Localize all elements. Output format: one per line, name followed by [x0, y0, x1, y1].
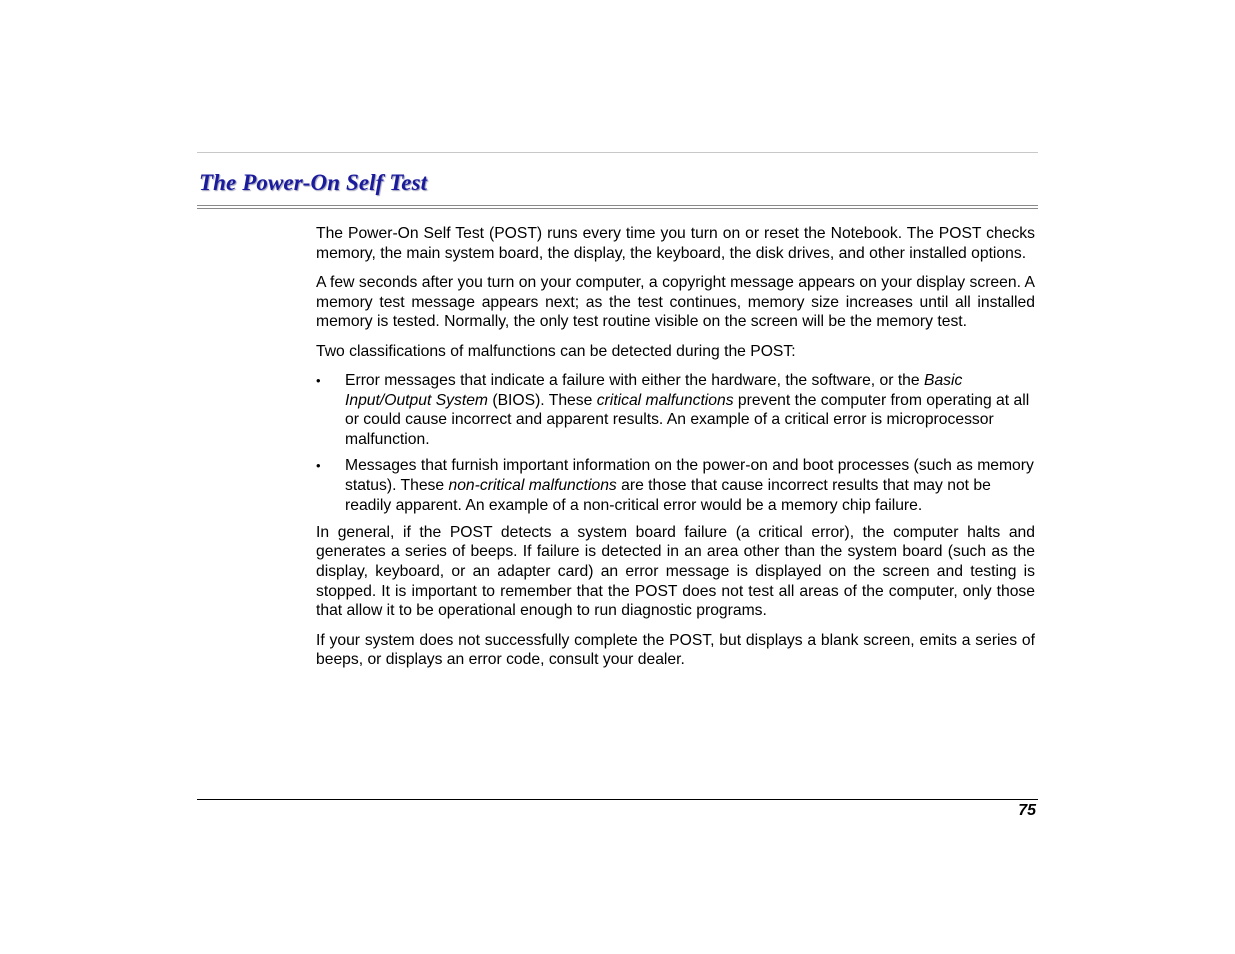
page-number: 75: [1018, 802, 1036, 819]
list-text: (BIOS). These: [488, 391, 597, 409]
list-text: prevent the computer from operating at all or could cause incorrect and apparent results. An example of a critical error is microprocessor malfunction.: [345, 391, 1030, 449]
section-title: The Power-On Self Test: [199, 170, 428, 195]
paragraph-intro: The Power-On Self Test (POST) runs every time you turn on or reset the Notebook. The POST checks memory, the main system board, the display, the keyboard, the disk drives, and other installed options.: [316, 225, 1035, 262]
list-item-non-critical: [316, 456, 1035, 515]
list-item-critical: [316, 371, 1035, 450]
title-double-rule: [197, 205, 1038, 209]
paragraph-consult-dealer: If your system does not successfully complete the POST, but displays a blank screen, emits a series of beeps, or displays an error code, consult your dealer.: [316, 631, 1035, 669]
footer-rule: [197, 799, 1038, 800]
paragraph-system-board-failure: In general, if the POST detects a system board failure (a critical error), the computer halts and generates a series of beeps. If failure is detected in an area other than the system board (such as the display, keyboard, or an adapter card) an error message is displayed on the screen and testing is stopped. It is important to remember that the POST does not test all areas of the computer, only those that allow it to be operational enough to run diagnostic programs.: [316, 523, 1035, 620]
list-text: Messages that furnish important information on the power-on and boot processes (such as memory status). These: [345, 457, 1034, 495]
term-critical-malfunctions: critical malfunctions: [596, 391, 734, 409]
bullet-icon: •: [316, 458, 321, 474]
term-bios: Basic Input/Output System: [345, 372, 963, 409]
paragraph-classifications: Two classifications of malfunctions can be detected during the POST:: [316, 342, 796, 360]
bullet-icon: •: [316, 373, 321, 388]
body-text: [316, 224, 1035, 680]
malfunction-list: [316, 371, 1035, 516]
list-text: Error messages that indicate a failure with either the hardware, the software, or the: [345, 372, 924, 389]
term-non-critical-malfunctions: non-critical malfunctions: [448, 477, 617, 495]
paragraph-memory-test: A few seconds after you turn on your computer, a copyright message appears on your display screen. A memory test message appears next; as the test continues, memory size increases until all installed memory is tested. Normally, the only test routine visible on the screen will be the memory test.: [316, 274, 1035, 331]
list-text: are those that cause incorrect results that may not be readily apparent. An example of a non-critical error would be a memory chip failure.: [345, 477, 991, 514]
header-rule: [197, 152, 1038, 153]
